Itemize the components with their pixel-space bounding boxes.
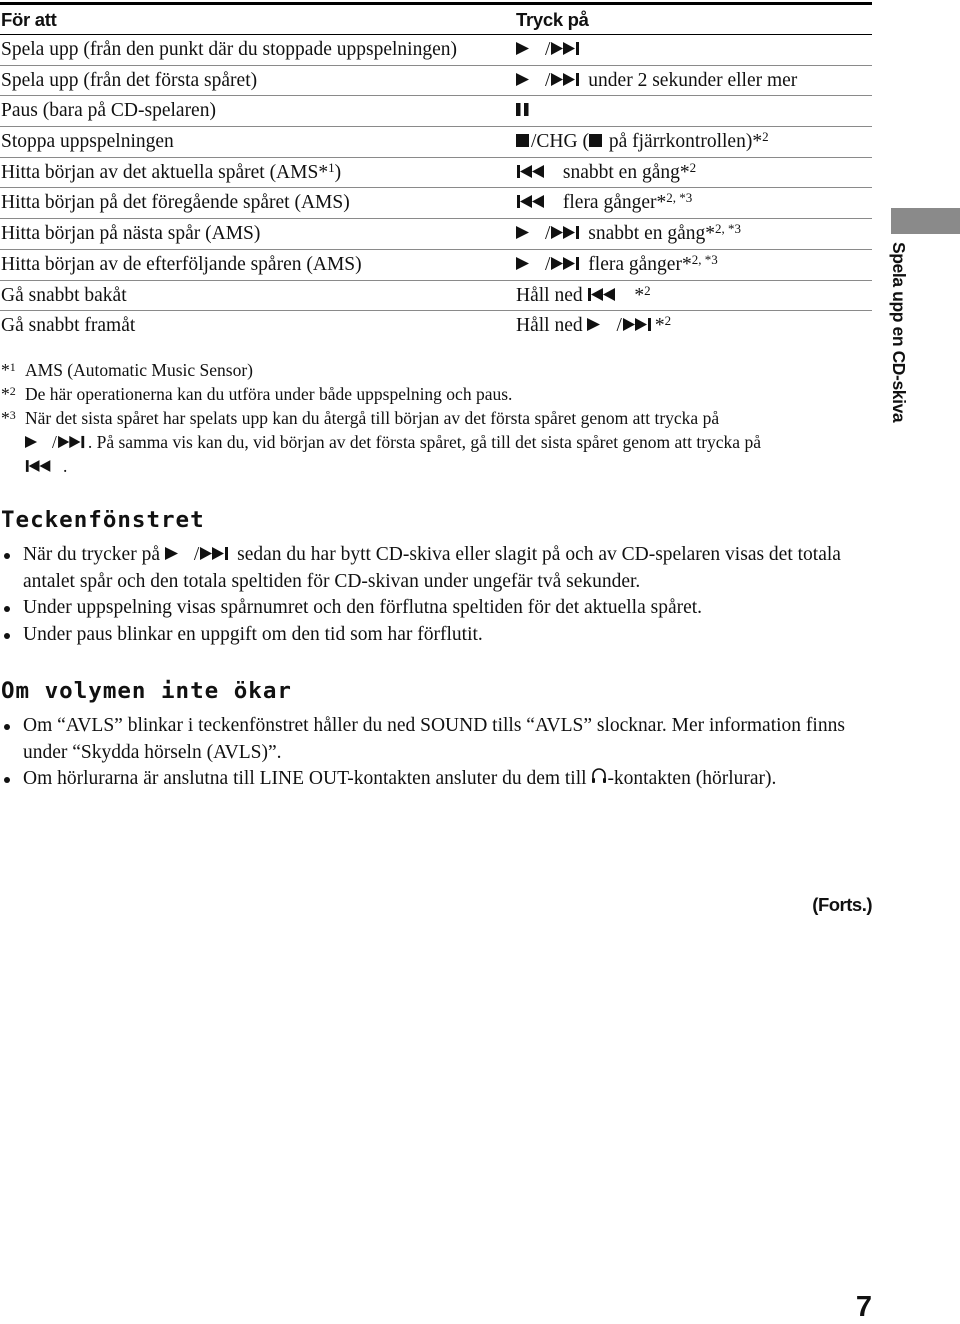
row-button-text: snabbt en gång* bbox=[583, 223, 716, 245]
list-item: När du trycker på / sedan du har bytt CD-skiva eller slagit på och av CD-spelaren visas det totala antalet spår och den totala speltiden för CD-skivan under ungefär två sekunder. bbox=[0, 542, 880, 595]
next-icon bbox=[551, 72, 583, 87]
row-footnote-ref: 2, *3 bbox=[715, 221, 742, 237]
row-action bbox=[1, 158, 341, 188]
row-footnote-ref: 2 bbox=[762, 129, 769, 145]
list-item-text: Om hörlurarna är anslutna till LINE OUT-kontakten ansluter du dem till bbox=[23, 768, 592, 789]
row-action: Hitta början på nästa spår (AMS) bbox=[1, 223, 261, 245]
footnote-text: . bbox=[63, 456, 68, 476]
row-action: Spela upp (från den punkt där du stoppade uppspelningen) bbox=[1, 39, 457, 60]
list-item-text: Under paus blinkar en uppgift om den tid som har förflutit. bbox=[23, 623, 483, 645]
row-action: Stoppa uppspelningen bbox=[1, 131, 174, 153]
row-button bbox=[516, 127, 769, 157]
row-button-prefix: Håll ned bbox=[516, 284, 588, 306]
footnote-mark: *$^1$ bbox=[1, 360, 16, 380]
row-action: Spela upp (från det första spåret) bbox=[1, 69, 258, 91]
row-footnote-ref: 2, *3 bbox=[691, 251, 718, 267]
table-row bbox=[0, 219, 872, 250]
play-icon bbox=[587, 317, 615, 332]
row-button-text: på fjärrkontrollen)* bbox=[603, 131, 763, 153]
headphones-icon bbox=[591, 767, 607, 785]
list-item-text: sedan du har bytt CD-skiva eller slagit på och av CD-spelaren visas det totala antalet spår och den totala speltiden för CD-skivan under ungefär två sekunder. bbox=[23, 544, 841, 592]
play-icon bbox=[25, 435, 51, 449]
row-button: / under 2 sekunder eller mer bbox=[516, 66, 797, 96]
footnotes bbox=[0, 358, 880, 478]
row-button: / flera gånger*$^{2, *3}$ bbox=[516, 250, 718, 280]
continued-note: (Forts.) bbox=[812, 894, 872, 915]
display-section-list bbox=[0, 542, 880, 648]
header-action: För att bbox=[1, 9, 57, 30]
row-button-prefix: Håll ned bbox=[516, 315, 588, 337]
row-button: / bbox=[516, 35, 583, 65]
next-icon bbox=[551, 256, 583, 271]
row-action-text: Hitta början av det aktuella spåret (AMS* bbox=[1, 161, 329, 183]
list-item bbox=[0, 713, 880, 766]
table-row bbox=[0, 281, 872, 312]
list-item bbox=[0, 595, 880, 622]
row-button-text: * bbox=[629, 284, 645, 306]
previous-icon bbox=[516, 194, 558, 209]
row-footnote-ref: 2, *3 bbox=[666, 190, 693, 206]
next-icon bbox=[551, 225, 583, 240]
stop-icon bbox=[589, 133, 604, 148]
row-footnote-ref: 2 bbox=[689, 159, 697, 175]
list-item bbox=[0, 766, 880, 793]
display-section-title: Teckenfönstret bbox=[1, 507, 205, 533]
header-button: Tryck på bbox=[516, 9, 589, 30]
row-action: Gå snabbt bakåt bbox=[1, 284, 127, 306]
volume-section-title: Om volymen inte ökar bbox=[1, 678, 292, 704]
next-icon bbox=[58, 435, 88, 449]
table-row bbox=[0, 127, 872, 158]
row-button-text: /CHG ( bbox=[531, 131, 589, 153]
footnote bbox=[0, 382, 880, 406]
side-tab-label: Spela upp en CD-skiva bbox=[889, 242, 909, 423]
row-button bbox=[516, 158, 696, 188]
footnote bbox=[0, 358, 880, 382]
row-button-text: under 2 sekunder eller mer bbox=[583, 69, 798, 91]
row-action-text: ) bbox=[334, 161, 342, 183]
previous-icon bbox=[25, 459, 63, 473]
row-footnote-ref: 2 bbox=[644, 282, 651, 298]
row-button-text: flera gånger* bbox=[558, 192, 667, 214]
play-icon bbox=[516, 225, 544, 240]
play-icon bbox=[516, 41, 544, 56]
previous-icon bbox=[516, 164, 558, 179]
footnote-text: . På samma vis kan du, vid början av det första spåret, gå till det sista spåret genom att trycka på bbox=[87, 432, 761, 452]
next-icon bbox=[623, 317, 655, 332]
pause-icon bbox=[516, 102, 530, 117]
footnote-text: De här operationerna kan du utföra under både uppspelning och paus. bbox=[25, 384, 513, 404]
row-footnote-ref: 2 bbox=[664, 313, 672, 329]
row-action: Hitta början på det föregående spåret (AMS) bbox=[1, 192, 350, 214]
stop-icon bbox=[516, 133, 531, 148]
footnote-text: AMS (Automatic Music Sensor) bbox=[25, 360, 253, 380]
row-button bbox=[516, 281, 651, 311]
list-item-text: Under uppspelning visas spårnumret och den förflutna speltiden för det aktuella spåret. bbox=[23, 597, 703, 618]
row-button-text: * bbox=[654, 315, 665, 337]
list-item bbox=[0, 622, 880, 649]
row-button: / snabbt en gång*$^{2, *3}$ bbox=[516, 219, 741, 249]
next-icon bbox=[551, 41, 583, 56]
footnote-text: När det sista spåret har spelats upp kan du återgå till början av det första spåret genom att trycka på bbox=[25, 408, 720, 428]
play-icon bbox=[516, 72, 544, 87]
previous-icon bbox=[587, 287, 629, 302]
row-action: Paus (bara på CD-spelaren) bbox=[1, 100, 216, 122]
page-number: 7 bbox=[855, 1291, 872, 1323]
table-row bbox=[0, 96, 872, 127]
table-row bbox=[0, 158, 872, 189]
footnote-mark: *$^3$ bbox=[1, 408, 16, 428]
table-header bbox=[0, 2, 872, 35]
play-icon bbox=[516, 256, 544, 271]
list-item-text: När du trycker på bbox=[23, 544, 165, 565]
row-button-text: flera gånger* bbox=[583, 253, 692, 275]
list-item-text: Om “AVLS” blinkar i teckenfönstret håller du ned SOUND tills “AVLS” slocknar. Mer information finns under “Skydda hörseln (AVLS)”. bbox=[23, 715, 845, 763]
table-row bbox=[0, 311, 872, 341]
operations-table bbox=[0, 2, 872, 341]
row-action: Hitta början av de efterföljande spåren (AMS) bbox=[1, 253, 362, 275]
next-icon bbox=[200, 546, 232, 561]
play-icon bbox=[165, 546, 193, 561]
list-item-text: -kontakten (hörlurar). bbox=[607, 768, 777, 789]
table-row bbox=[0, 250, 872, 281]
row-action: Gå snabbt framåt bbox=[1, 315, 136, 337]
table-row bbox=[0, 66, 872, 97]
footnote-mark: *$^2$ bbox=[1, 384, 16, 404]
row-button-text: snabbt en gång* bbox=[558, 161, 690, 183]
volume-section-list bbox=[0, 713, 880, 793]
row-button bbox=[516, 188, 692, 218]
footnote: *$^3$ När det sista spåret har spelats upp kan du återgå till början av det första spåret genom att trycka på / . På samma vis kan du, vid början av det första spåret, gå till det sista spåret genom att trycka på . bbox=[1, 408, 761, 476]
row-button: Håll ned / *$^2$ bbox=[516, 313, 672, 337]
side-tab-marker bbox=[891, 208, 960, 234]
row-button bbox=[516, 96, 530, 126]
row-action-footnote-ref: 1 bbox=[328, 159, 335, 175]
table-row bbox=[0, 35, 872, 66]
table-row bbox=[0, 188, 872, 219]
